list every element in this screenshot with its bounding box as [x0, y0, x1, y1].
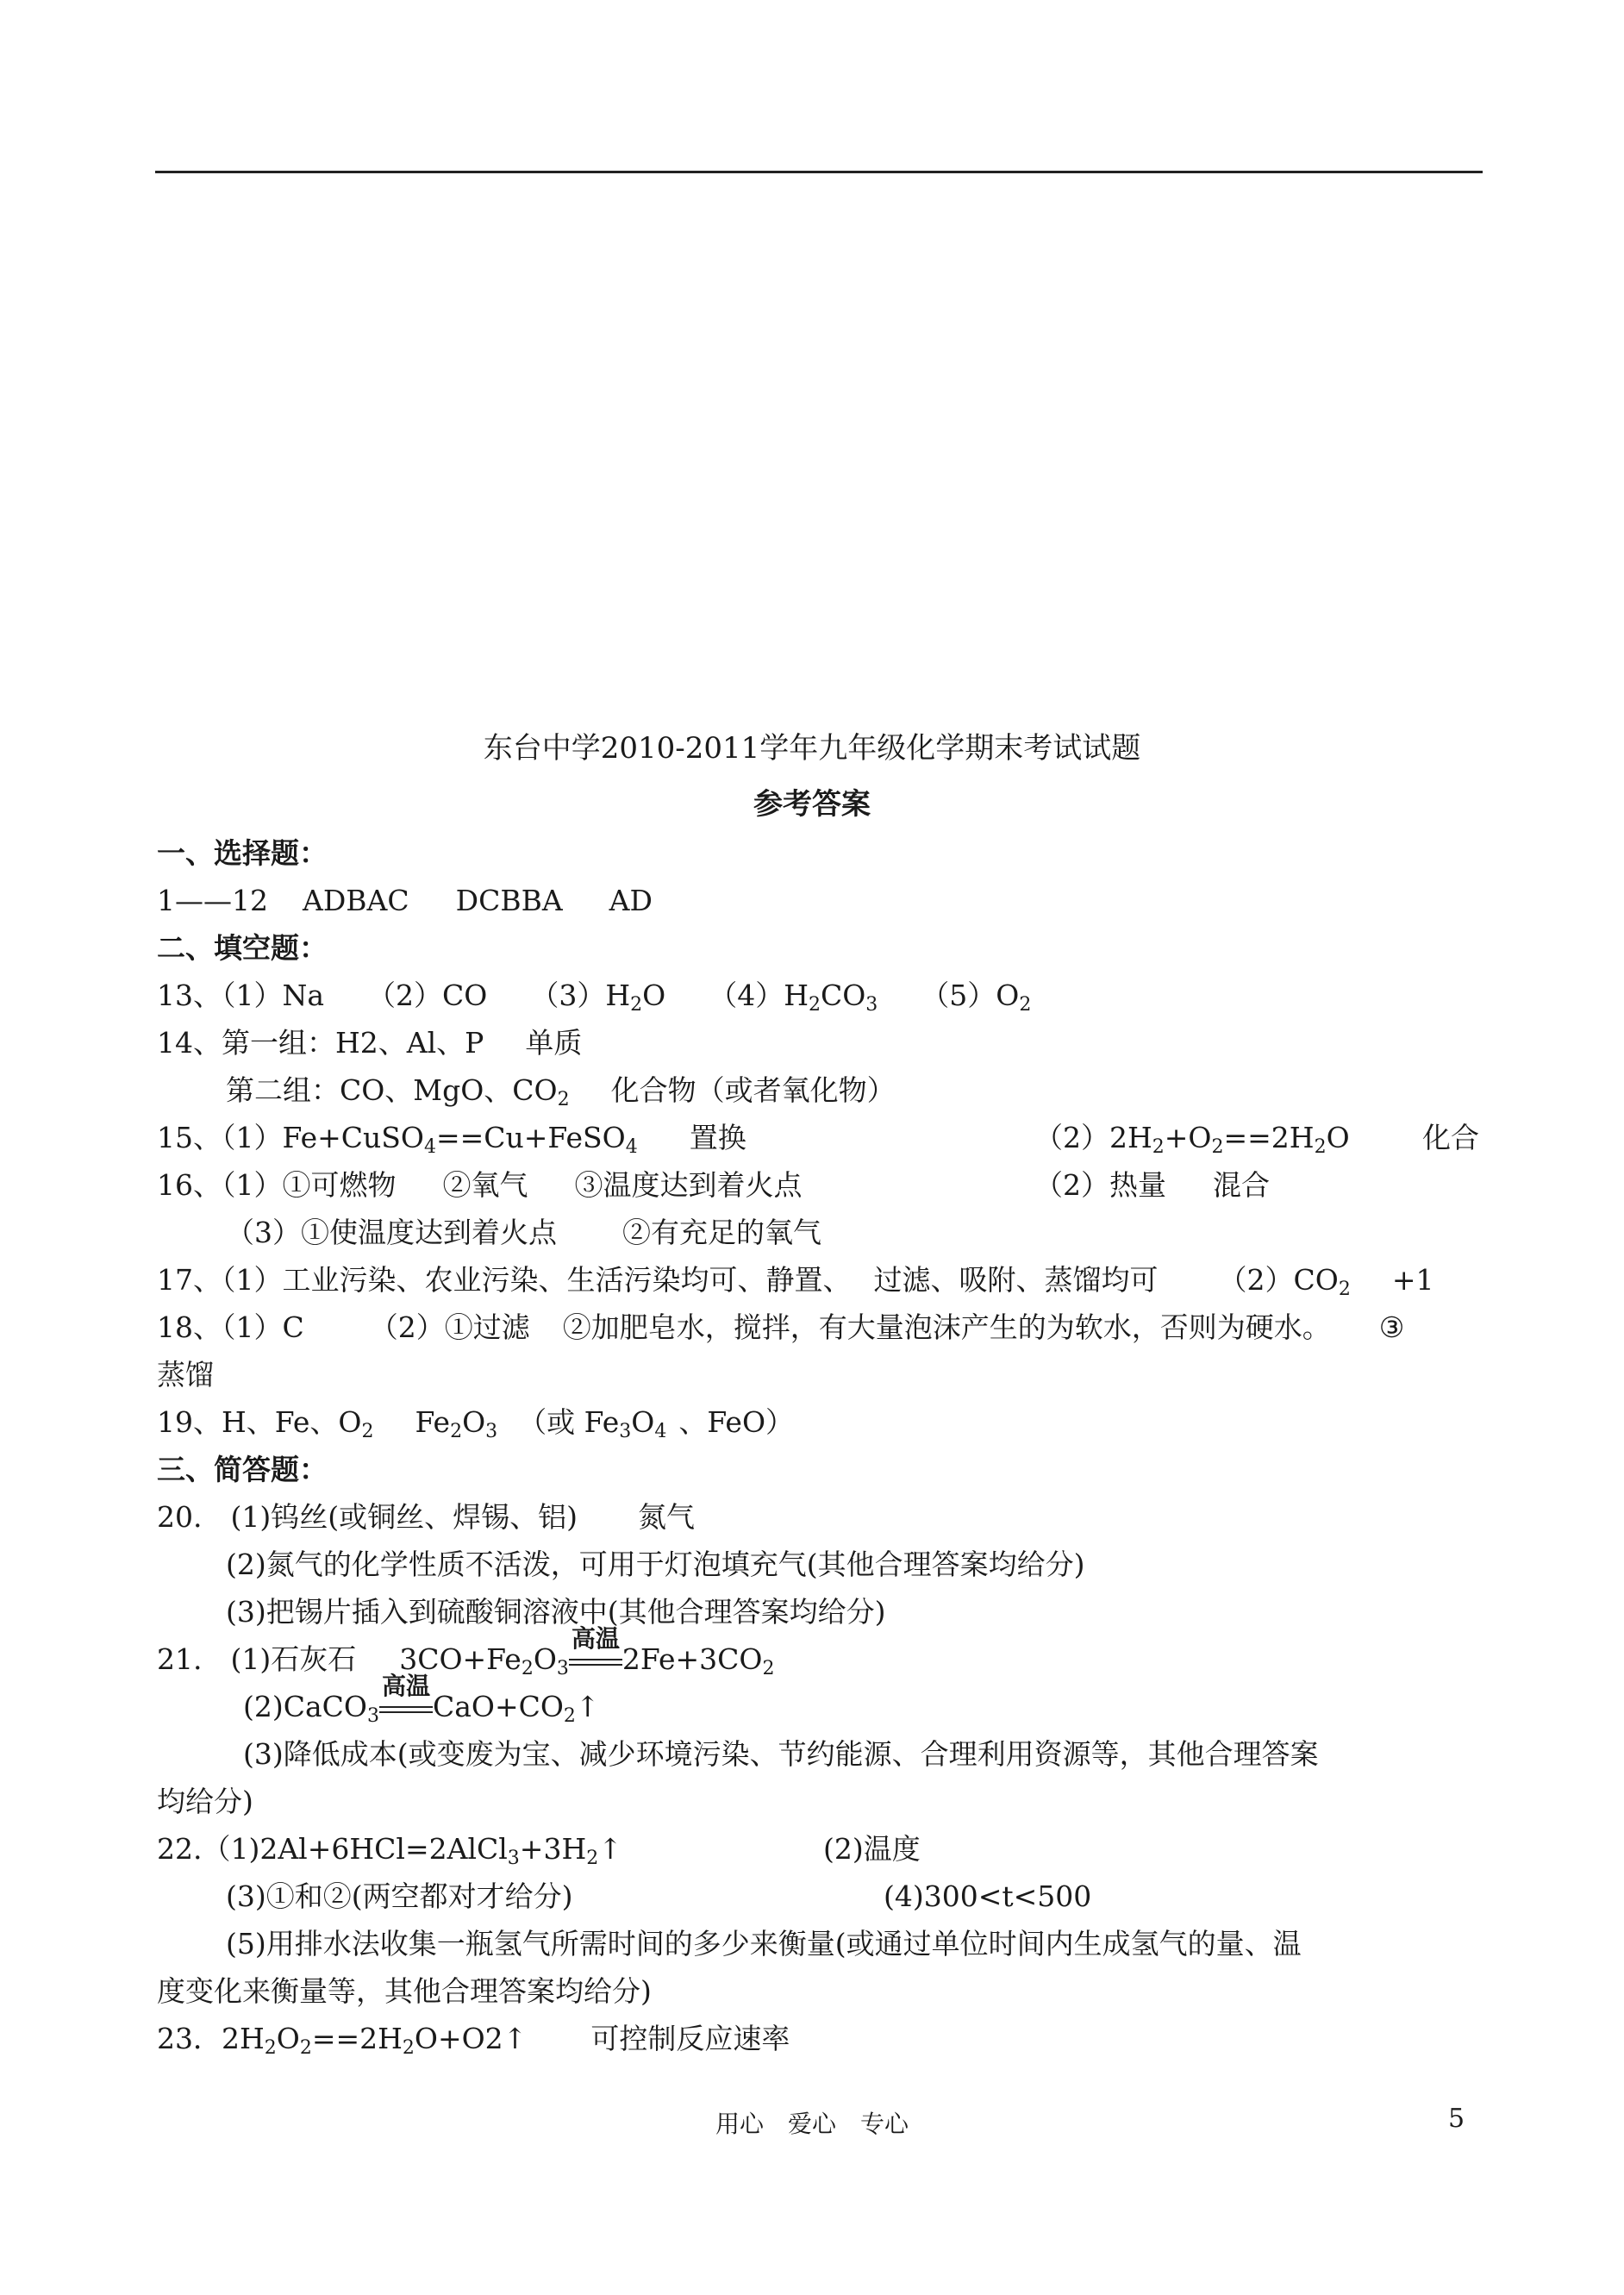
- section-short-answer-heading: 三、简答题：: [157, 1453, 328, 1486]
- gas-arrow-icon: ↑: [598, 1832, 622, 1866]
- answer-13: 13、（1）Na （2）CO $(3)H_2O$ $(4)H_2CO_3$ $(5)O_2$: [157, 979, 1032, 1016]
- answer-22-line1: $22.(1)2Al+6HCl=2AlCl_3+3H_2↑$: [157, 1832, 622, 1869]
- answer-23: 23．$2H_2O_2==2H_2O+O2↑$ 可控制反应速率: [157, 2022, 790, 2059]
- answer-21-line3: (3)降低成本(或变废为宝、减少环境污染、节约能源、合理利用资源等，其他合理答案: [243, 1737, 1319, 1771]
- answer-20-line1: 20. (1)钨丝(或铜丝、焊锡、铝) 氮气: [157, 1500, 695, 1534]
- gas-arrow-icon: ↑: [575, 1690, 600, 1723]
- high-temp-condition: 高温: [569, 1641, 622, 1679]
- answer-16-part2: （2）热量 混合: [1034, 1168, 1270, 1202]
- answer-21-line1: 21. (1)石灰石 $3CO+Fe_2O_3$ 高温 $2Fe+3CO_2$: [157, 1624, 775, 1679]
- gas-arrow-icon: ↑: [503, 2022, 528, 2055]
- answer-21-line4: 均给分): [157, 1785, 253, 1818]
- answer-14-line1: 14、第一组：H2、Al、P 单质: [157, 1026, 583, 1060]
- answer-22-line4: 度变化来衡量等，其他合理答案均给分): [157, 1974, 652, 2008]
- answer-16-line2: （3）①使温度达到着火点 ②有充足的氧气: [226, 1216, 821, 1249]
- answer-18-line2: 蒸馏: [157, 1358, 214, 1391]
- high-temp-condition: 高温: [379, 1688, 433, 1726]
- page-footer: 用心 爱心 专心: [715, 2110, 909, 2138]
- answer-22-line3: (5)用排水法收集一瓶氢气所需时间的多少来衡量(或通过单位时间内生成氢气的量、温: [226, 1927, 1302, 1960]
- answer-14-line2: 第二组：CO、MgO、$CO_2$ 化合物（或者氧化物）: [226, 1073, 896, 1110]
- answer-15: 15、（1）Fe+CuSO$_4$==Cu+FeSO$_4$ 置换: [157, 1121, 746, 1158]
- header-rule: [155, 171, 1483, 173]
- answer-15-part2: $(2)2H_2+O_2==2H_2O$: [1034, 1121, 1350, 1158]
- answer-16-line1: 16、（1）①可燃物 ②氧气 ③温度达到着火点: [157, 1168, 803, 1202]
- answer-17: 17、（1）工业污染、农业污染、生活污染均可、静置、 过滤、吸附、蒸馏均可 $(2)CO_2 +1$: [157, 1263, 1434, 1300]
- section-choice-heading: 一、选择题：: [157, 836, 328, 870]
- answer-21-line2: (2)CaCO$_3$ 高温 $CaO+CO_2↑$: [243, 1672, 600, 1727]
- answer-18-line1: 18、（1）C （2）①过滤 ②加肥皂水，搅拌，有大量泡沫产生的为软水，否则为硬水。 ③: [157, 1310, 1405, 1344]
- answer-19: 19、H、Fe、$O_2$ $Fe_2O_3$ （或 $Fe_3O_4$ 、FeO）: [157, 1405, 795, 1442]
- answer-22-line2: (3)①和②(两空都对才给分): [226, 1879, 573, 1913]
- answer-22-part2: (2)温度: [823, 1832, 921, 1866]
- answer-22-part4: (4)300<t<500: [884, 1879, 1092, 1913]
- page-number: 5: [1448, 2104, 1465, 2134]
- answer-20-line2: (2)氮气的化学性质不活泼，可用于灯泡填充气(其他合理答案均给分): [226, 1548, 1085, 1581]
- document-title: 东台中学2010-2011学年九年级化学期末考试试题: [483, 731, 1141, 766]
- document-subtitle: 参考答案: [753, 787, 871, 822]
- answer-20-line3: (3)把锡片插入到硫酸铜溶液中(其他合理答案均给分): [226, 1595, 886, 1629]
- answer-1-12: 1——12 ADBAC DCBBA AD: [157, 884, 653, 917]
- section-fill-heading: 二、填空题：: [157, 931, 328, 965]
- answer-15-type: 化合: [1422, 1121, 1479, 1154]
